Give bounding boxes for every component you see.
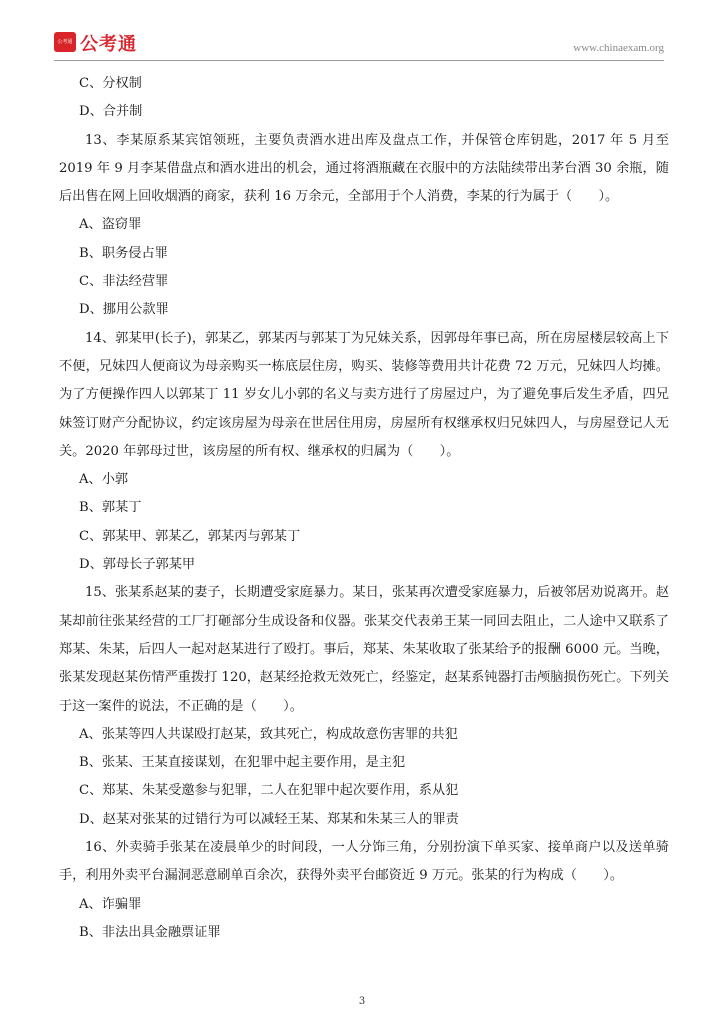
logo-badge-text: 公考通	[57, 38, 73, 45]
answer-option: D、挪用公款罪	[79, 302, 169, 318]
answer-option: B、张某、王某直接谋划，在犯罪中起主要作用，是主犯	[79, 755, 406, 771]
answer-option: A、张某等四人共谋殴打赵某，致其死亡，构成故意伤害罪的共犯	[79, 726, 458, 742]
question-text: 15、张某系赵某的妻子，长期遭受家庭暴力。某日，张某再次遭受家庭暴力，后被邻居劝说离开。赵某却前往张某经营的工厂打砸部分生成设备和仪器。张某交代表弟王某一同回去阻止，二人途中又联系了郑某、朱某，后四人一起对赵某进行了殴打。事后，郑某、朱某收取了张某给予的报酬 6000 元。当晚，张某发现赵某伤情严重拨打 120，赵某经抢救无效死亡，经鉴定，赵某系钝器打击颅脑损伤死亡。下列关于这一案件的说法，不正确的是（ ）。	[59, 585, 669, 714]
answer-option: A、诈骗罪	[79, 896, 142, 912]
answer-option: C、非法经营罪	[79, 274, 169, 290]
page-number: 3	[358, 996, 366, 1007]
header-divider	[54, 60, 664, 61]
site-url: www.chinaexam.org	[573, 42, 664, 54]
question-text: 16、外卖骑手张某在凌晨单少的时间段，一人分饰三角，分别扮演下单买家、接单商户以及送单骑手，利用外卖平台漏洞恶意刷单百余次，获得外卖平台邮资近 9 万元。张某的行为构成（ ）。	[59, 840, 669, 884]
answer-option: C、郭某甲、郭某乙，郭某丙与郭某丁	[79, 528, 301, 544]
answer-option: A、盗窃罪	[79, 217, 142, 233]
answer-option: B、郭某丁	[79, 500, 142, 516]
page-header	[54, 28, 664, 60]
answer-option: C、郑某、朱某受邀参与犯罪，二人在犯罪中起次要作用，系从犯	[79, 783, 459, 799]
answer-option: A、小郭	[79, 472, 129, 488]
question-text: 14、郭某甲(长子)，郭某乙，郭某丙与郭某丁为兄妹关系，因郭母年事已高，所在房屋楼层较高上下不便，兄妹四人便商议为母亲购买一栋底层住房，购买、装修等费用共计花费 72 万元，兄妹四人均摊。为了方便操作四人以郭某丁 11 岁女儿小郭的名义与卖方进行了房屋过户，为了避免事后发生矛盾，四兄妹签订财产分配协议，约定该房屋为母亲在世居住用房，房屋所有权继承权归兄妹四人，与房屋登记人无关。2020 年郭母过世，该房屋的所有权、继承权的归属为（ ）。	[59, 330, 669, 459]
answer-option: D、赵某对张某的过错行为可以减轻王某、郑某和朱某三人的罪责	[79, 811, 459, 827]
answer-option: B、非法出具金融票证罪	[79, 924, 221, 940]
answer-option: D、郭母长子郭某甲	[79, 557, 196, 573]
answer-option: C、分权制	[79, 76, 142, 91]
document-body	[59, 70, 669, 947]
logo-text: 公考通	[80, 34, 137, 55]
question-text: 13、李某原系某宾馆领班，主要负责酒水进出库及盘点工作，并保管仓库钥匙，2017 年 5 月至 2019 年 9 月李某借盘点和酒水进出的机会，通过将酒瓶藏在衣服中的方法陆续带出茅台酒 30 余瓶，随后出售在网上回收烟酒的商家，获利 16 万余元，全部用于个人消费，李某的行为属于（ ）。	[59, 132, 669, 205]
logo-icon	[54, 32, 76, 52]
answer-option: B、职务侵占罪	[79, 245, 168, 261]
answer-option: D、合并制	[79, 104, 143, 120]
